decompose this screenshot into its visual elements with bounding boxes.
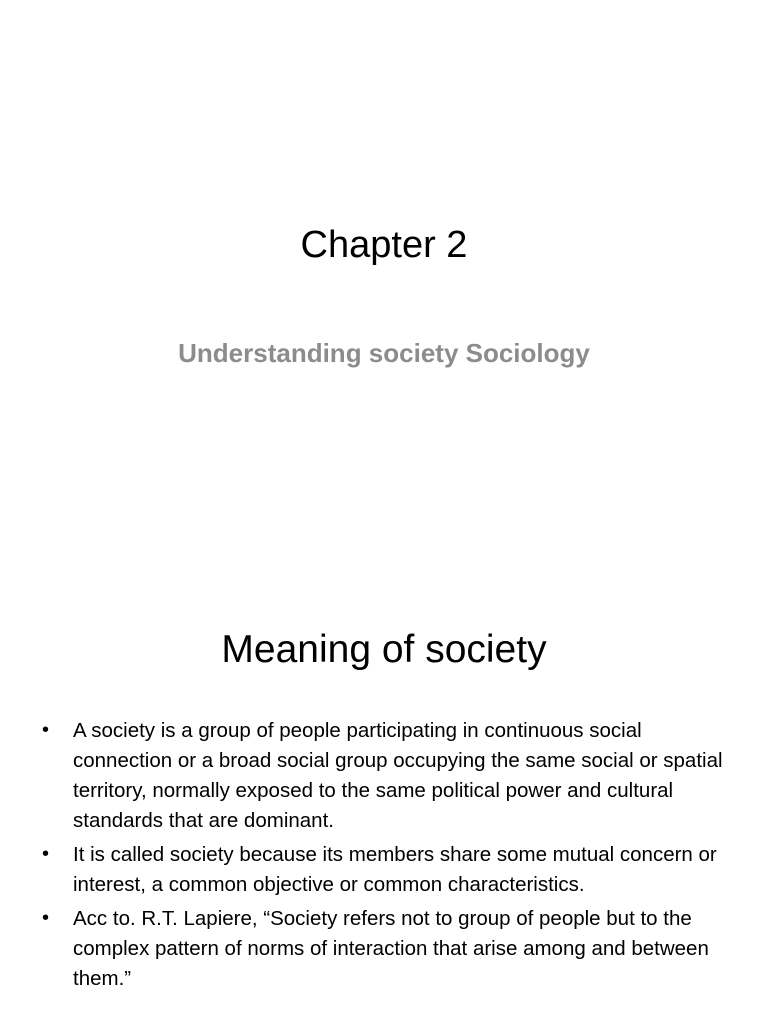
slide-meaning-of-society: [0, 576, 768, 1024]
chapter-title: Chapter 2: [300, 224, 468, 266]
chapter-subtitle: Understanding society Sociology: [178, 338, 590, 368]
bullet-text: Acc to. R.T. Lapiere, “Society refers not to group of people but to the complex pattern of norms of interaction that arise among and between them.”: [73, 907, 709, 990]
bullet-item: [38, 840, 728, 900]
bullet-icon: •: [42, 907, 50, 929]
bullet-list: [38, 716, 728, 998]
bullet-text: A society is a group of people participating in continuous social connection or a broad social group occupying the same social or spatial territory, normally exposed to the same political power and cultural standards that are dominant.: [73, 719, 723, 832]
bullet-item: [38, 904, 728, 994]
bullet-icon: •: [42, 843, 50, 865]
bullet-icon: •: [42, 719, 50, 741]
bullet-text: It is called society because its members share some mutual concern or interest, a common objective or common characteristics.: [73, 843, 717, 896]
slide-title: Meaning of society: [221, 628, 547, 671]
bullet-item: [38, 716, 728, 836]
